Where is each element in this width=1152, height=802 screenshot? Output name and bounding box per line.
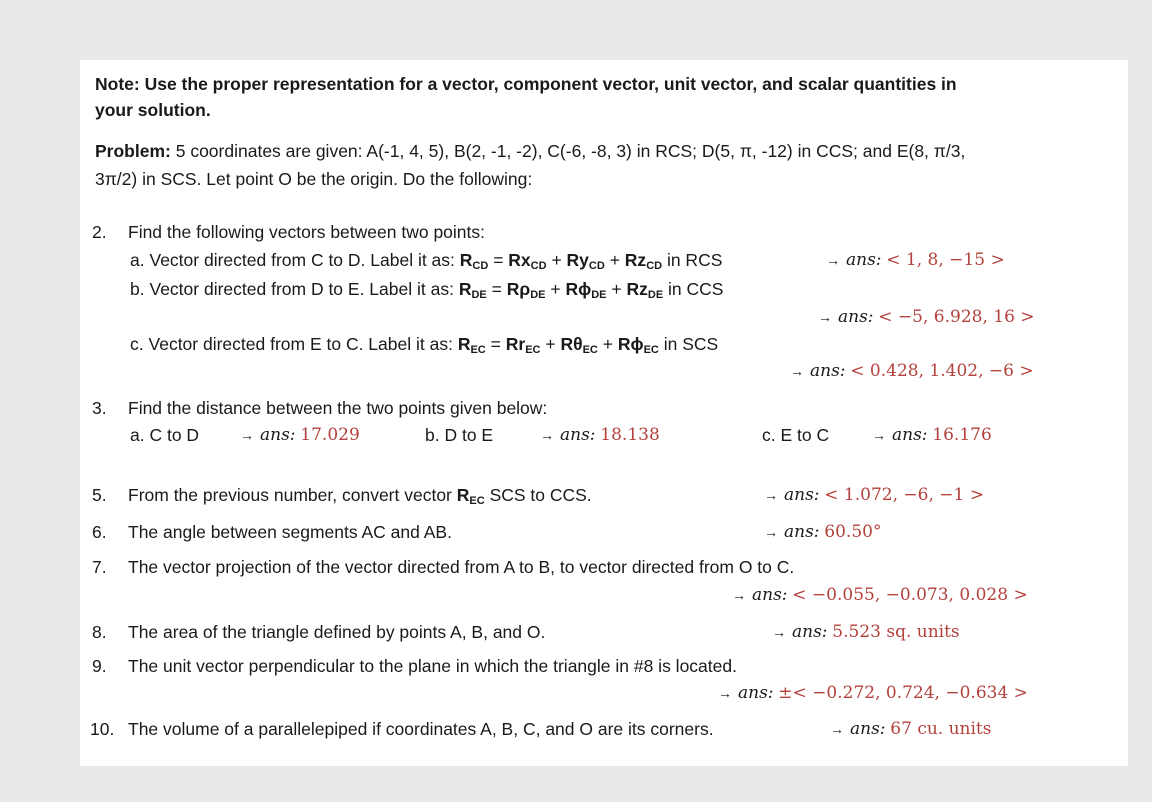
note-label: Note: xyxy=(95,74,140,94)
q2b-vector: $R_{DE}$ xyxy=(458,279,487,301)
q2c-comp-3: $R\phi_{EC}$ xyxy=(617,334,659,356)
q5-number: 5. xyxy=(92,485,107,505)
q7-number: 7. xyxy=(92,557,107,577)
q8-ans-value: 5.523 sq. units xyxy=(832,622,960,642)
arrow-icon: → xyxy=(732,587,746,603)
q10-number: 10. xyxy=(90,719,115,739)
q2a-letter: a. xyxy=(130,250,145,270)
q5-answer xyxy=(764,485,984,505)
q9-ans-value: ±< −0.272, 0.724, −0.634 > xyxy=(778,683,1028,703)
q3a-answer xyxy=(240,425,360,445)
arrow-icon: → xyxy=(818,309,832,325)
q2b-comp-2: $R\phi_{DE}$ xyxy=(565,279,607,301)
arrow-icon: → xyxy=(240,427,254,443)
arrow-icon: → xyxy=(826,252,840,268)
q2b-text: Vector directed from D to E. Label it as: xyxy=(149,279,454,299)
q3-number: 3. xyxy=(92,398,107,418)
q2a-ans-label: ans: xyxy=(846,250,882,270)
q3b-label: b. D to E xyxy=(425,425,494,445)
q8-ans-label: ans: xyxy=(792,622,828,642)
q2b-suffix: in CCS xyxy=(668,279,724,299)
q2b-answer xyxy=(818,307,1035,327)
q9-text: The unit vector perpendicular to the plane in which the triangle in #8 is located. xyxy=(128,656,737,676)
q10-ans-value: 67 cu. units xyxy=(890,719,992,739)
q9-answer xyxy=(718,683,1028,703)
q2c-suffix: in SCS xyxy=(663,334,719,354)
problem-text-1: 5 coordinates are given: A(-1, 4, 5), B(2, -1, -2), C(-6, -8, 3) in RCS; D(5, π, -12) in CCS; and E(8, π/3, xyxy=(175,141,966,161)
q6-text: The angle between segments AC and AB. xyxy=(128,522,452,542)
q2b-ans-value: < −5, 6.928, 16 > xyxy=(878,307,1035,327)
q3b-ans-value: 18.138 xyxy=(600,425,660,445)
q3a-label: a. C to D xyxy=(130,425,200,445)
note-text-1: Use the proper representation for a vector, component vector, unit vector, and scalar quantities in xyxy=(144,74,957,94)
q2c-vector: $R_{EC}$ xyxy=(457,334,486,356)
q2a-ans-value: < 1, 8, −15 > xyxy=(886,250,1005,270)
q2c-row: c. Vector directed from E to C. Label it as: $R_{EC} = Rr_{EC} + R\theta_{EC} + R\phi_{EC}$ in SCS xyxy=(130,334,719,356)
arrow-icon: → xyxy=(790,363,804,379)
arrow-icon: → xyxy=(872,427,886,443)
q2c-comp-1: $Rr_{EC}$ xyxy=(505,334,541,356)
q3c-answer xyxy=(872,425,992,445)
q2a-comp-3: $Rz_{CD}$ xyxy=(624,250,663,272)
q2c-text: Vector directed from E to C. Label it as: xyxy=(148,334,453,354)
q2a-answer xyxy=(826,250,1005,270)
q2a-comp-2: $Ry_{CD}$ xyxy=(566,250,605,272)
q2b-comp-1: $R\rho_{DE}$ xyxy=(506,279,546,301)
q2a-suffix: in RCS xyxy=(666,250,723,270)
arrow-icon: → xyxy=(764,524,778,540)
problem-label: Problem: xyxy=(95,141,171,161)
q8-text: The area of the triangle defined by points A, B, and O. xyxy=(128,622,546,642)
q2b-letter: b. xyxy=(130,279,145,299)
q2c-letter: c. xyxy=(130,334,144,354)
q2a-vector: $R_{CD}$ xyxy=(459,250,489,272)
q3a-ans-label: ans: xyxy=(260,425,296,445)
q7-ans-value: < −0.055, −0.073, 0.028 > xyxy=(792,585,1028,605)
arrow-icon: → xyxy=(772,624,786,640)
q8-number: 8. xyxy=(92,622,107,642)
note-line-1 xyxy=(95,74,957,95)
q3b-answer xyxy=(540,425,660,445)
note-text-2: your solution. xyxy=(95,100,211,120)
q9-ans-label: ans: xyxy=(738,683,774,703)
q7-ans-label: ans: xyxy=(752,585,788,605)
q6-ans-label: ans: xyxy=(784,522,820,542)
q10-answer xyxy=(830,719,991,739)
q2-text: Find the following vectors between two points: xyxy=(128,222,485,242)
q2b-row: b. Vector directed from D to E. Label it as: $R_{DE} = R\rho_{DE} + R\phi_{DE} + Rz_{DE}$ in CCS xyxy=(130,279,724,301)
q2-number: 2. xyxy=(92,222,107,242)
q5-ans-value: < 1.072, −6, −1 > xyxy=(824,485,984,505)
q3-text: Find the distance between the two points given below: xyxy=(128,398,548,418)
q2c-answer xyxy=(790,361,1034,381)
problem-line-1 xyxy=(95,141,965,162)
q3c-ans-label: ans: xyxy=(892,425,928,445)
q7-text: The vector projection of the vector directed from A to B, to vector directed from O to C. xyxy=(128,557,795,577)
q7-answer xyxy=(732,585,1028,605)
arrow-icon: → xyxy=(540,427,554,443)
q2a-comp-1: $Rx_{CD}$ xyxy=(508,250,547,272)
q3c-ans-value: 16.176 xyxy=(932,425,992,445)
q10-ans-label: ans: xyxy=(850,719,886,739)
q2c-comp-2: $R\theta_{EC}$ xyxy=(560,334,598,356)
q5-ans-label: ans: xyxy=(784,485,820,505)
arrow-icon: → xyxy=(830,721,844,737)
arrow-icon: → xyxy=(764,487,778,503)
q3a-ans-value: 17.029 xyxy=(300,425,360,445)
q9-number: 9. xyxy=(92,656,107,676)
arrow-icon: → xyxy=(718,685,732,701)
q6-number: 6. xyxy=(92,522,107,542)
q3b-ans-label: ans: xyxy=(560,425,596,445)
problem-text-2: 3π/2) in SCS. Let point O be the origin. Do the following: xyxy=(95,169,533,189)
q2c-ans-label: ans: xyxy=(810,361,846,381)
q3c-label: c. E to C xyxy=(762,425,830,445)
q10-text: The volume of a parallelepiped if coordinates A, B, C, and O are its corners. xyxy=(128,719,714,739)
q6-ans-value: 60.50° xyxy=(824,522,882,542)
q6-answer xyxy=(764,522,881,542)
q2b-ans-label: ans: xyxy=(838,307,874,327)
q2a-text: Vector directed from C to D. Label it as: xyxy=(149,250,455,270)
q8-answer xyxy=(772,622,960,642)
q5-text: From the previous number, convert vector $R_{EC}$ SCS to CCS. xyxy=(128,485,592,507)
q2c-ans-value: < 0.428, 1.402, −6 > xyxy=(850,361,1034,381)
q2b-comp-3: $Rz_{DE}$ xyxy=(626,279,664,301)
q2a-row: a. Vector directed from C to D. Label it as: $R_{CD} = Rx_{CD} + Ry_{CD} + Rz_{CD}$ in RCS xyxy=(130,250,723,272)
q5-vector: $R_{EC}$ xyxy=(456,485,485,507)
